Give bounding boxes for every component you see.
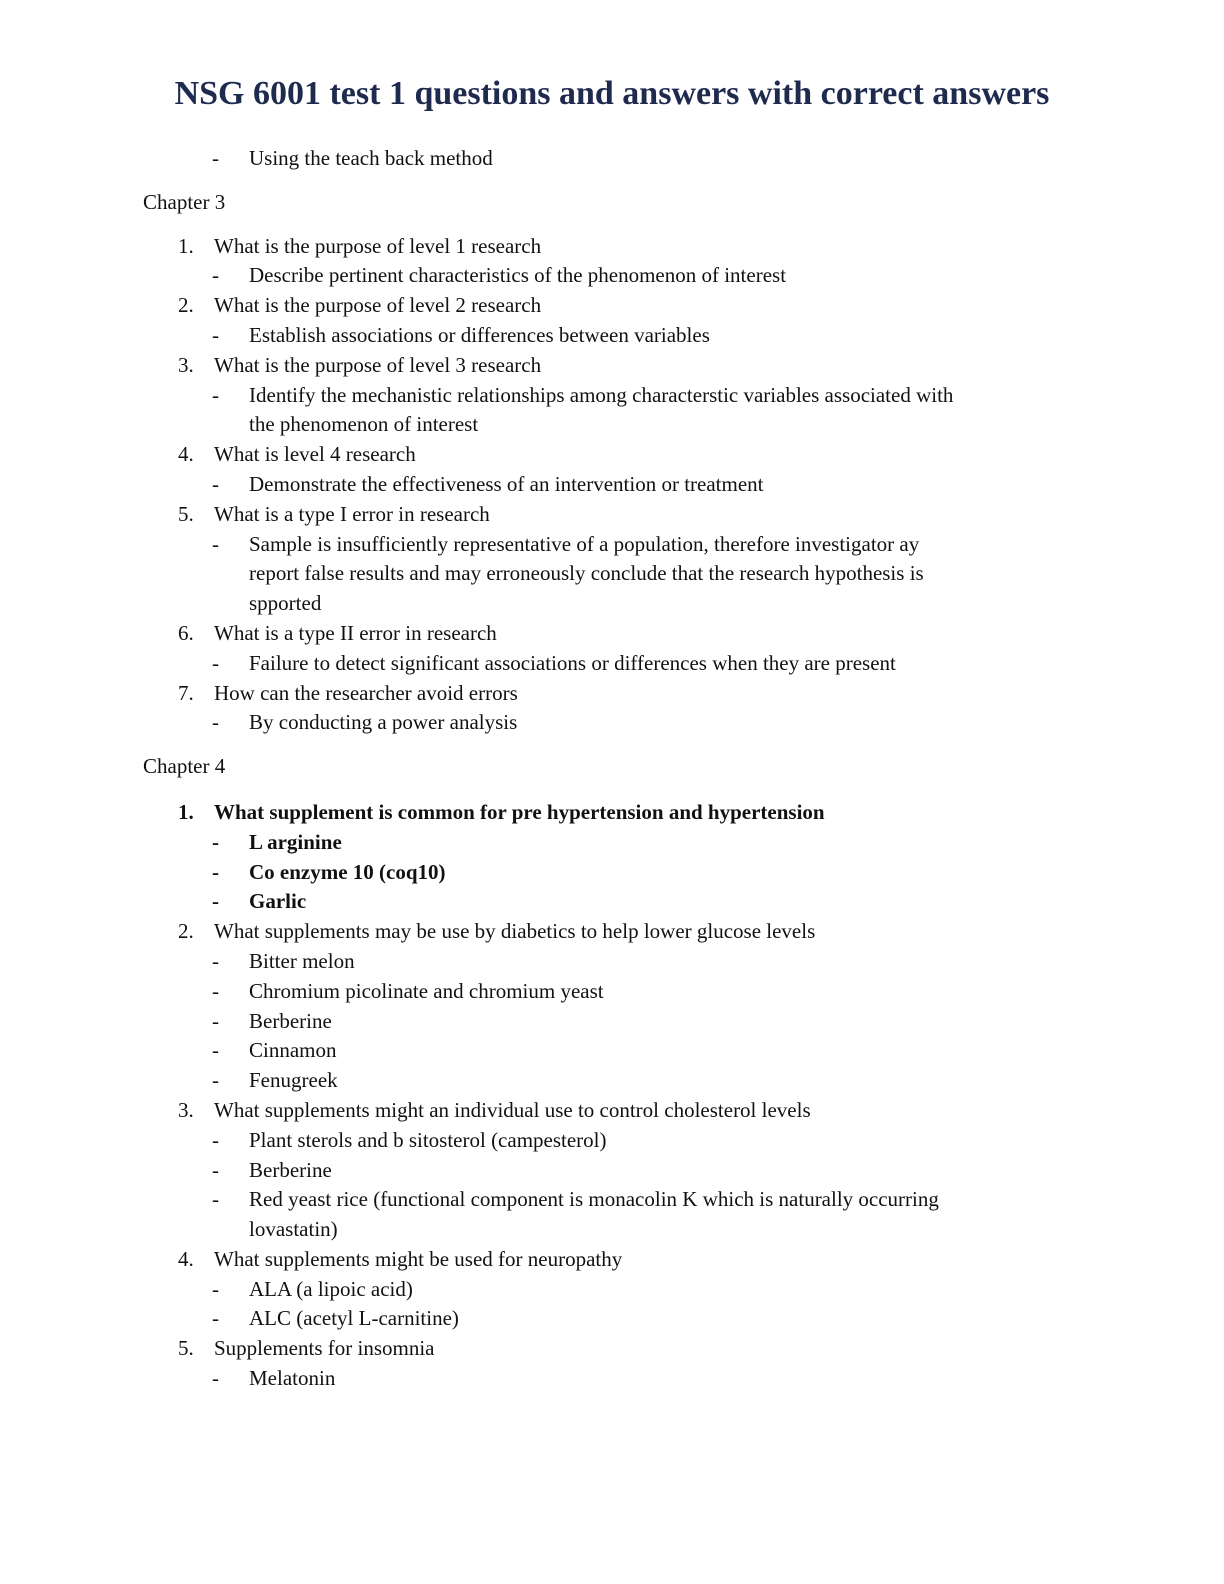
- question-item: [0, 351, 1224, 381]
- answer-text: Co enzyme 10 (coq10): [249, 859, 446, 884]
- question-item: [0, 1096, 1224, 1126]
- bullet-dash: -: [212, 1187, 219, 1212]
- answer-continuation: [0, 410, 1224, 440]
- bullet-dash: -: [212, 710, 219, 735]
- question-item: [0, 291, 1224, 321]
- question-text: What is the purpose of level 3 research: [214, 352, 542, 377]
- answer-text: Sample is insufficiently representative of a population, therefore investigator ay: [249, 531, 920, 556]
- answer-item: [0, 530, 1224, 560]
- question-number: 7.: [178, 680, 194, 705]
- question-item: [0, 232, 1224, 262]
- bullet-dash: -: [212, 978, 219, 1003]
- question-text: What is a type II error in research: [214, 620, 497, 645]
- answer-item: [0, 649, 1224, 679]
- bullet-dash: -: [212, 382, 219, 407]
- bullet-dash: -: [212, 829, 219, 854]
- question-number: 1.: [178, 799, 194, 824]
- answer-item: [0, 1364, 1224, 1394]
- chapter-heading: Chapter 3: [143, 189, 226, 214]
- bullet-dash: -: [212, 1157, 219, 1182]
- list-item: [0, 144, 1224, 174]
- answer-item: [0, 470, 1224, 500]
- answer-item: [0, 1185, 1224, 1215]
- answer-item: [0, 1156, 1224, 1186]
- question-text: What supplement is common for pre hypertension and hypertension: [214, 799, 825, 824]
- document-title: NSG 6001 test 1 questions and answers with correct answers: [174, 75, 1050, 112]
- bullet-dash: -: [212, 146, 219, 170]
- answer-text: Bitter melon: [249, 948, 355, 973]
- answer-text: Berberine: [249, 1157, 332, 1182]
- answer-text: Cinnamon: [249, 1038, 337, 1063]
- question-item: [0, 679, 1224, 709]
- question-number: 6.: [178, 620, 194, 645]
- answer-text: Red yeast rice (functional component is monacolin K which is naturally occurring: [249, 1187, 939, 1212]
- bullet-dash: -: [212, 1127, 219, 1152]
- answer-text: Berberine: [249, 1008, 332, 1033]
- chapter-4-heading: [0, 752, 1224, 782]
- bullet-dash: -: [212, 1068, 219, 1093]
- answer-text: Describe pertinent characteristics of the phenomenon of interest: [249, 263, 787, 288]
- answer-item: [0, 381, 1224, 411]
- chapter-3-heading: [0, 188, 1224, 218]
- question-number: 4.: [178, 442, 194, 467]
- question-number: 4.: [178, 1246, 194, 1271]
- question-text: How can the researcher avoid errors: [214, 680, 518, 705]
- question-number: 3.: [178, 1097, 194, 1122]
- answer-item: [0, 1275, 1224, 1305]
- answer-item: [0, 887, 1224, 917]
- answer-text: lovastatin): [249, 1217, 338, 1242]
- answer-item: [0, 1304, 1224, 1334]
- question-item: [0, 1245, 1224, 1275]
- answer-item: [0, 1036, 1224, 1066]
- bullet-dash: -: [212, 322, 219, 347]
- answer-text: ALA (a lipoic acid): [249, 1276, 413, 1301]
- answer-item: [0, 828, 1224, 858]
- question-number: 1.: [178, 233, 194, 258]
- question-number: 3.: [178, 352, 194, 377]
- chapter-heading: Chapter 4: [143, 754, 226, 779]
- bullet-dash: -: [212, 1038, 219, 1063]
- question-item: [0, 917, 1224, 947]
- answer-item: [0, 261, 1224, 291]
- question-text: What is level 4 research: [214, 442, 416, 467]
- question-text: What is the purpose of level 2 research: [214, 293, 542, 318]
- bullet-dash: -: [212, 1276, 219, 1301]
- answer-item: [0, 1126, 1224, 1156]
- question-number: 2.: [178, 293, 194, 318]
- answer-text: spported: [249, 591, 322, 616]
- bullet-dash: -: [212, 859, 219, 884]
- question-number: 5.: [178, 1336, 194, 1361]
- bullet-dash: -: [212, 1306, 219, 1331]
- bullet-dash: -: [212, 471, 219, 496]
- answer-continuation: [0, 559, 1224, 589]
- answer-text: Melatonin: [249, 1366, 336, 1391]
- question-text: What supplements might an individual use to control cholesterol levels: [214, 1097, 811, 1122]
- answer-text: Chromium picolinate and chromium yeast: [249, 978, 604, 1003]
- answer-item: [0, 947, 1224, 977]
- answer-text: Plant sterols and b sitosterol (campesterol): [249, 1127, 607, 1152]
- bullet-dash: -: [212, 650, 219, 675]
- document-body: [0, 144, 1224, 1394]
- answer-text: ALC (acetyl L-carnitine): [249, 1306, 459, 1331]
- question-text: What supplements might be used for neuropathy: [214, 1246, 623, 1271]
- answer-text: Failure to detect significant associations or differences when they are present: [249, 650, 896, 675]
- answer-text: Establish associations or differences between variables: [249, 322, 710, 347]
- answer-text: Fenugreek: [249, 1068, 338, 1093]
- bullet-dash: -: [212, 948, 219, 973]
- answer-text: L arginine: [249, 829, 342, 854]
- question-text: What is a type I error in research: [214, 501, 490, 526]
- question-text: What is the purpose of level 1 research: [214, 233, 542, 258]
- answer-item: [0, 1066, 1224, 1096]
- answer-item: [0, 858, 1224, 888]
- answer-item: [0, 321, 1224, 351]
- answer-text: the phenomenon of interest: [249, 412, 479, 437]
- question-number: 2.: [178, 919, 194, 944]
- bullet-dash: -: [212, 263, 219, 288]
- bullet-dash: -: [212, 531, 219, 556]
- answer-text: Demonstrate the effectiveness of an intervention or treatment: [249, 471, 764, 496]
- answer-text: Garlic: [249, 889, 307, 914]
- answer-item: [0, 977, 1224, 1007]
- answer-text: Using the teach back method: [249, 146, 493, 170]
- bullet-dash: -: [212, 1008, 219, 1033]
- question-number: 5.: [178, 501, 194, 526]
- question-item: [0, 440, 1224, 470]
- bullet-dash: -: [212, 1366, 219, 1391]
- question-text: Supplements for insomnia: [214, 1336, 435, 1361]
- answer-text: report false results and may erroneously conclude that the research hypothesis is: [249, 561, 924, 586]
- question-item: [0, 1334, 1224, 1364]
- bullet-dash: -: [212, 889, 219, 914]
- question-text: What supplements may be use by diabetics to help lower glucose levels: [214, 919, 816, 944]
- answer-item: [0, 708, 1224, 738]
- answer-continuation: [0, 589, 1224, 619]
- answer-text: Identify the mechanistic relationships among characterstic variables associated with: [249, 382, 954, 407]
- answer-item: [0, 1007, 1224, 1037]
- question-item: [0, 500, 1224, 530]
- answer-continuation: [0, 1215, 1224, 1245]
- question-item: [0, 619, 1224, 649]
- question-item: [0, 798, 1224, 828]
- answer-text: By conducting a power analysis: [249, 710, 518, 735]
